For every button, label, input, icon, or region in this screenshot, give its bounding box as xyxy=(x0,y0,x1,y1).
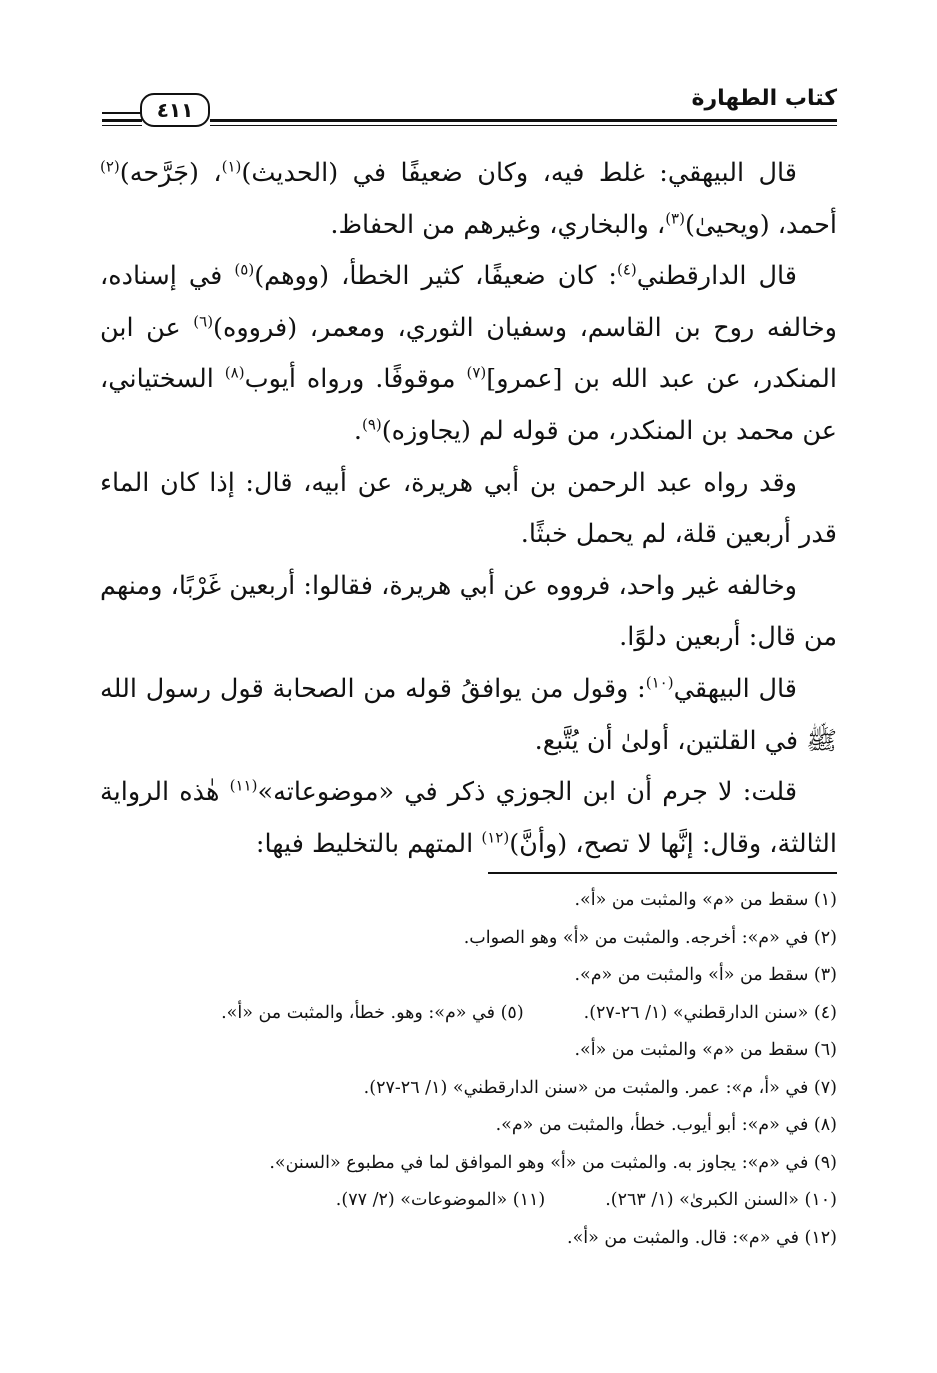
footnote-text: (٤) «سنن الدارقطني» (١/ ٢٦-٢٧). xyxy=(583,1002,837,1023)
page-header-title: كتاب الطهارة xyxy=(691,86,837,111)
footnote xyxy=(100,1107,837,1145)
page-number: ٤١١ xyxy=(140,93,210,127)
footnote-ref: (٧) xyxy=(466,363,487,382)
footnote-ref: (٥) xyxy=(234,260,255,279)
footnotes xyxy=(100,882,837,1257)
text-run: في إسناده، وخالفه روح بن القاسم، وسفيان الثوري، ومعمر، (فرووه) xyxy=(100,261,838,343)
text-run: قال البيهقي: غلط فيه، وكان ضعيفًا في (الحديث) xyxy=(241,158,797,188)
footnote-ref: (١١) xyxy=(229,776,258,795)
footnote xyxy=(100,957,837,995)
text-run: قلت: لا جرم أن ابن الجوزي ذكر في «موضوعاته» xyxy=(257,777,798,808)
footnote-text: (٢) في «م»: أخرجه. والمثبت من «أ» وهو الصواب. xyxy=(463,927,837,948)
footnote-ref: (٩) xyxy=(361,415,382,434)
main-text xyxy=(100,148,837,870)
footnote-ref: (٨) xyxy=(224,363,245,382)
header-left-rule-top xyxy=(102,112,142,114)
footnote-ref: (٦) xyxy=(193,312,214,331)
footnote-text: (١٠) «السنن الكبرىٰ» (١/ ٢٦٣). xyxy=(605,1190,837,1210)
footnote-ref: (٤) xyxy=(616,260,637,279)
footnote xyxy=(100,1182,837,1220)
footnote xyxy=(100,920,837,958)
text-run: : كان ضعيفًا، كثير الخطأ، (ووهم) xyxy=(254,261,617,292)
text-run: عن ابن المنكدر، عن عبد الله بن [عمرو] xyxy=(100,312,838,395)
header-left-rule-mid xyxy=(102,119,142,122)
footnote xyxy=(100,1145,837,1183)
text-run: المتهم بالتخليط فيها: xyxy=(255,828,482,859)
text-run: السختياني، عن محمد بن المنكدر، من قوله لم (يجاوزه) xyxy=(100,364,837,446)
footnote-text: (٧) في «أ، م»: عمر. والمثبت من «سنن الدارقطني» (١/ ٢٦-٢٧). xyxy=(363,1077,837,1098)
footnote-text: (٣) سقط من «أ» والمثبت من «م». xyxy=(574,965,837,985)
text-run: أحمد، (ويحيىٰ) xyxy=(684,209,837,240)
footnote xyxy=(100,1070,837,1108)
header-rule-thin xyxy=(210,125,837,126)
footnote-separator xyxy=(488,872,837,874)
paragraph xyxy=(100,767,837,870)
paragraph xyxy=(100,664,837,767)
footnote xyxy=(100,995,837,1033)
footnote-text: (٨) في «م»: أبو أيوب. خطأ، والمثبت من «م». xyxy=(495,1115,837,1135)
paragraph xyxy=(100,251,837,457)
footnote-text: (١) سقط من «م» والمثبت من «أ». xyxy=(574,890,837,910)
text-run: قال البيهقي xyxy=(673,673,797,704)
text-run: موقوفًا. ورواه أيوب xyxy=(244,364,467,395)
footnote xyxy=(100,882,837,920)
text-run: هٰذه الرواية الثالثة، وقال: إنَّها لا تصح، (وأنَّ) xyxy=(100,777,837,859)
text-run: وقد رواه عبد الرحمن بن أبي هريرة، عن أبيه، قال: إذا كان الماء قدر أربعين قلة، لم يحمل خبثًا. xyxy=(100,467,837,550)
footnote xyxy=(100,1032,837,1070)
footnote-text: (١٢) في «م»: قال. والمثبت من «أ». xyxy=(567,1227,837,1248)
paragraph xyxy=(100,148,837,251)
footnote-ref: (١٠) xyxy=(645,673,674,692)
paragraph xyxy=(100,561,837,664)
footnote-ref: (١) xyxy=(221,157,242,176)
footnote-text: (٦) سقط من «م» والمثبت من «أ». xyxy=(574,1040,837,1060)
footnote-ref: (٣) xyxy=(665,209,685,228)
text-run: قال الدارقطني xyxy=(636,261,797,292)
text-run: : وقول من يوافقُ قوله من الصحابة قول رسول الله ﷺ في القلتين، أولىٰ أن يُتَّبع. xyxy=(100,673,837,756)
header-left-rule-bottom xyxy=(102,125,142,126)
footnote-text: (٩) في «م»: يجاوز به. والمثبت من «أ» وهو الموافق لما في مطبوع «السنن». xyxy=(269,1152,837,1173)
paragraph xyxy=(100,458,837,561)
header-rule xyxy=(210,119,837,122)
text-run: ، والبخاري، وغيرهم من الحفاظ. xyxy=(330,209,666,240)
footnote-ref: (١٢) xyxy=(481,828,510,847)
footnote xyxy=(100,1220,837,1258)
footnote-text: (٥) في «م»: وهو. خطأ، والمثبت من «أ». xyxy=(221,1002,524,1023)
text-run: وخالفه غير واحد، فرووه عن أبي هريرة، فقالوا: أربعين غَرْبًا، ومنهم من قال: أربعين دلوًا. xyxy=(100,570,837,653)
footnote-ref: (٢) xyxy=(100,157,120,176)
text-run: ، (جَرَّحه) xyxy=(119,158,222,188)
footnote-text: (١١) «الموضوعات» (٢/ ٧٧). xyxy=(335,1190,546,1210)
text-run: . xyxy=(353,415,362,446)
